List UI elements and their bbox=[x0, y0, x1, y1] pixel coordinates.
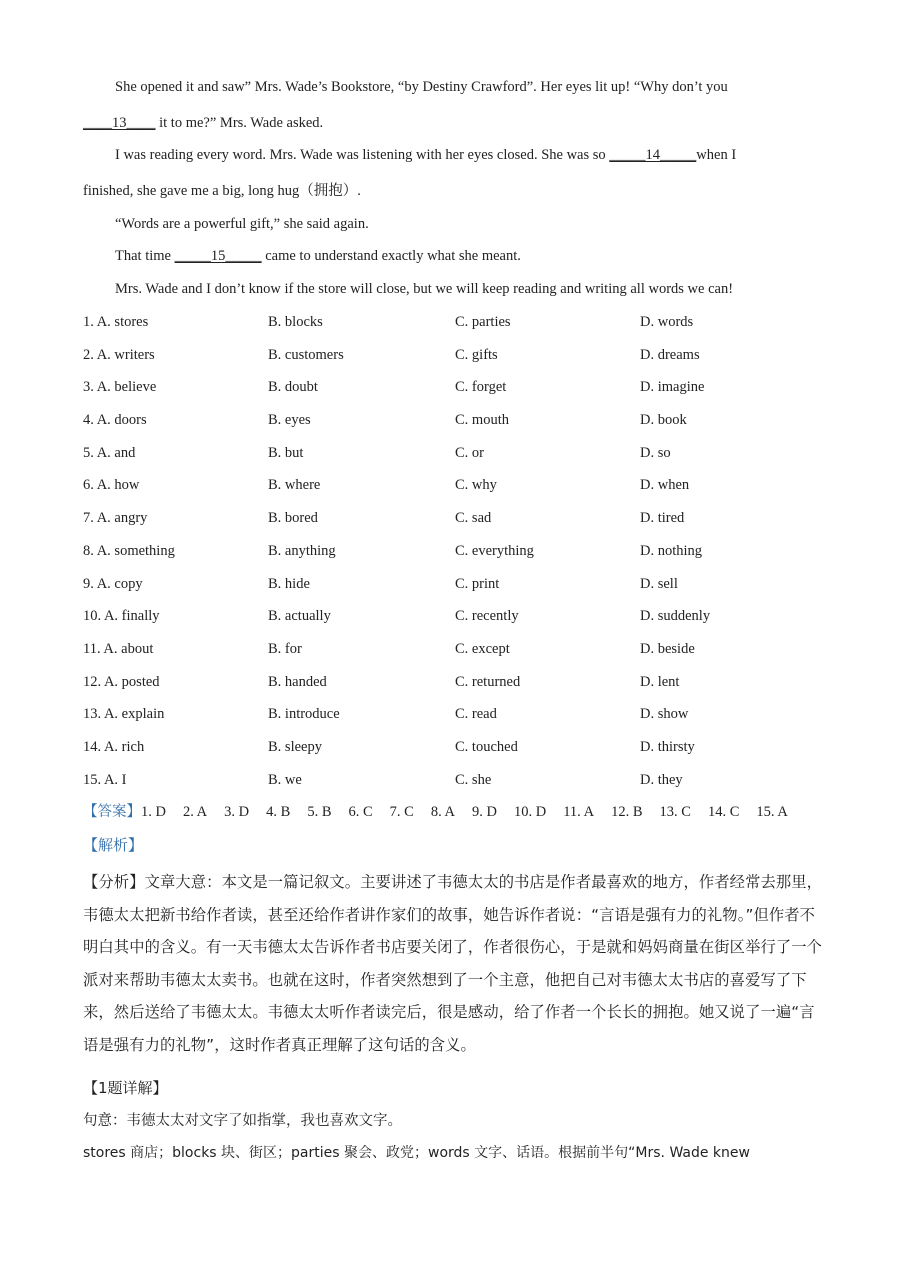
blank-13: ____13____ bbox=[83, 115, 156, 131]
answer-item: 5. B bbox=[307, 804, 332, 820]
option-row bbox=[83, 541, 843, 574]
option-b: B. actually bbox=[268, 608, 331, 625]
answer-item: 9. D bbox=[472, 804, 497, 820]
answer-item: 13. C bbox=[659, 804, 691, 820]
option-b: B. introduce bbox=[268, 706, 340, 723]
answer-items bbox=[141, 804, 805, 820]
answer-item: 6. C bbox=[348, 804, 373, 820]
passage-line bbox=[115, 145, 855, 165]
option-c: C. mouth bbox=[455, 412, 509, 429]
option-a: 14. A. rich bbox=[83, 738, 145, 755]
options-list bbox=[83, 312, 843, 802]
option-a: 1. A. stores bbox=[83, 314, 149, 330]
option-a: 13. A. explain bbox=[83, 706, 165, 723]
option-d: D. dreams bbox=[640, 346, 700, 363]
blank-15: _____15_____ bbox=[174, 248, 262, 264]
option-c: C. she bbox=[455, 771, 492, 788]
option-a: 15. A. I bbox=[83, 771, 127, 788]
passage-text: That time bbox=[115, 248, 175, 264]
option-row bbox=[83, 410, 843, 443]
explanation-label: 【解析】 bbox=[83, 836, 144, 854]
option-d: D. they bbox=[640, 771, 683, 788]
sentence-meaning: 句意：韦德太太对文字了如指掌，我也喜欢文字。 bbox=[83, 1113, 402, 1129]
option-b: B. hide bbox=[268, 575, 310, 592]
option-row bbox=[83, 639, 843, 672]
option-c: C. forget bbox=[455, 379, 507, 396]
answer-item: 10. D bbox=[513, 804, 547, 820]
option-b: B. blocks bbox=[268, 314, 323, 330]
option-a: 6. A. how bbox=[83, 477, 140, 494]
answer-item: 8. A bbox=[430, 804, 455, 820]
option-d: D. tired bbox=[640, 510, 685, 527]
option-d: D. so bbox=[640, 444, 671, 461]
passage-line bbox=[115, 279, 855, 299]
option-c: C. sad bbox=[455, 510, 492, 527]
answer-item: 15. A bbox=[756, 804, 788, 820]
option-c: C. gifts bbox=[455, 346, 498, 363]
option-b: B. we bbox=[268, 771, 302, 788]
option-c: C. read bbox=[455, 706, 497, 723]
option-c: C. or bbox=[455, 444, 484, 461]
option-d: D. imagine bbox=[640, 379, 705, 396]
option-b: B. anything bbox=[268, 542, 336, 559]
passage-text: when I bbox=[696, 147, 737, 163]
option-a: 11. A. about bbox=[83, 640, 154, 657]
detail-title: 【1题详解】 bbox=[83, 1079, 168, 1097]
passage-line bbox=[115, 246, 855, 266]
option-b: B. sleepy bbox=[268, 738, 322, 755]
option-c: C. parties bbox=[455, 314, 511, 330]
option-row bbox=[83, 672, 843, 705]
passage-line bbox=[115, 77, 855, 97]
option-row bbox=[83, 704, 843, 737]
option-b: B. doubt bbox=[268, 379, 318, 396]
option-b: B. customers bbox=[268, 346, 344, 363]
option-b: B. where bbox=[268, 477, 321, 494]
option-b: B. for bbox=[268, 640, 302, 657]
option-b: B. eyes bbox=[268, 412, 311, 429]
answer-item: 4. B bbox=[266, 804, 291, 820]
option-c: C. why bbox=[455, 477, 497, 494]
option-d: D. beside bbox=[640, 640, 695, 657]
option-row bbox=[83, 312, 843, 345]
option-d: D. words bbox=[640, 314, 694, 330]
option-c: C. except bbox=[455, 640, 510, 657]
option-d: D. suddenly bbox=[640, 608, 711, 625]
option-a: 2. A. writers bbox=[83, 346, 155, 363]
option-d: D. nothing bbox=[640, 542, 703, 559]
answer-item: 14. C bbox=[707, 804, 740, 820]
option-d: D. book bbox=[640, 412, 687, 429]
passage-line bbox=[115, 214, 855, 234]
option-a: 5. A. and bbox=[83, 444, 136, 461]
option-b: B. but bbox=[268, 444, 304, 461]
option-row bbox=[83, 345, 843, 378]
answer-item: 2. A bbox=[182, 804, 208, 820]
option-b: B. bored bbox=[268, 510, 318, 527]
passage-text: She opened it and saw” Mrs. Wade’s Bookstore, “by Destiny Crawford”. Her eyes lit up! “Why don’t you bbox=[115, 79, 728, 95]
answer-item: 3. D bbox=[224, 804, 250, 820]
option-d: D. sell bbox=[640, 575, 678, 592]
answer-item: 12. B bbox=[611, 804, 643, 820]
passage-text: “Words are a powerful gift,” she said again. bbox=[115, 216, 369, 232]
option-b: B. handed bbox=[268, 673, 327, 690]
option-row bbox=[83, 443, 843, 476]
option-c: C. print bbox=[455, 575, 500, 592]
option-row bbox=[83, 737, 843, 770]
option-a: 3. A. believe bbox=[83, 379, 157, 396]
option-a: 9. A. copy bbox=[83, 575, 143, 592]
option-row bbox=[83, 574, 843, 607]
option-row bbox=[83, 606, 843, 639]
option-row bbox=[83, 770, 843, 803]
option-a: 10. A. finally bbox=[83, 608, 160, 625]
option-c: C. everything bbox=[455, 542, 534, 559]
vocabulary-notes: stores 商店；blocks 块、街区；parties 聚会、政党；words 文字、话语。根据前半句“Mrs. Wade knew bbox=[83, 1145, 750, 1161]
option-row bbox=[83, 508, 843, 541]
option-a: 4. A. doors bbox=[83, 412, 147, 429]
option-a: 12. A. posted bbox=[83, 673, 160, 690]
option-d: D. lent bbox=[640, 673, 680, 690]
passage-text: I was reading every word. Mrs. Wade was listening with her eyes closed. She was so bbox=[115, 147, 610, 163]
passage-line bbox=[83, 181, 823, 201]
passage-line bbox=[83, 113, 823, 133]
option-c: C. recently bbox=[455, 608, 519, 625]
option-c: C. touched bbox=[455, 738, 518, 755]
passage-text: it to me?” Mrs. Wade asked. bbox=[155, 115, 324, 131]
option-d: D. when bbox=[640, 477, 690, 494]
option-d: D. show bbox=[640, 706, 689, 723]
answer-label: 【答案】 bbox=[83, 804, 141, 820]
blank-14: _____14_____ bbox=[609, 147, 697, 163]
option-a: 8. A. something bbox=[83, 542, 175, 559]
option-row bbox=[83, 377, 843, 410]
answer-item: 7. C bbox=[389, 804, 414, 820]
option-a: 7. A. angry bbox=[83, 510, 148, 527]
option-row bbox=[83, 475, 843, 508]
analysis-paragraph: 【分析】文章大意：本文是一篇记叙文。主要讲述了韦德太太的书店是作者最喜欢的地方，作者经常去那里，韦德太太把新书给作者读，甚至还给作者讲作家们的故事，她告诉作者说：“言语是强有力的礼物。”但作者不明白其中的含义。有一天韦德太太告诉作者书店要关闭了，作者很伤心，于是就和妈妈商量在街区举行了一个派对来帮助韦德太太卖书。也就在这时，作者突然想到了一个主意，他把自己对韦德太太书店的喜爱写了下来，然后送给了韦德太太。韦德太太听作者读完后，很是感动，给了作者一个长长的拥抱。她又说了一遍“言语是强有力的礼物”，这时作者真正理解了这句话的含义。 bbox=[83, 873, 823, 1054]
passage-text: came to understand exactly what she meant. bbox=[261, 248, 521, 264]
option-d: D. thirsty bbox=[640, 738, 695, 755]
answer-line bbox=[83, 802, 805, 822]
passage-text: finished, she gave me a big, long hug（拥抱）. bbox=[83, 183, 361, 199]
passage-text: Mrs. Wade and I don’t know if the store will close, but we will keep reading and writing all words we can! bbox=[115, 281, 734, 297]
answer-item: 1. D bbox=[141, 804, 166, 820]
option-c: C. returned bbox=[455, 673, 521, 690]
answer-item: 11. A bbox=[563, 804, 595, 820]
